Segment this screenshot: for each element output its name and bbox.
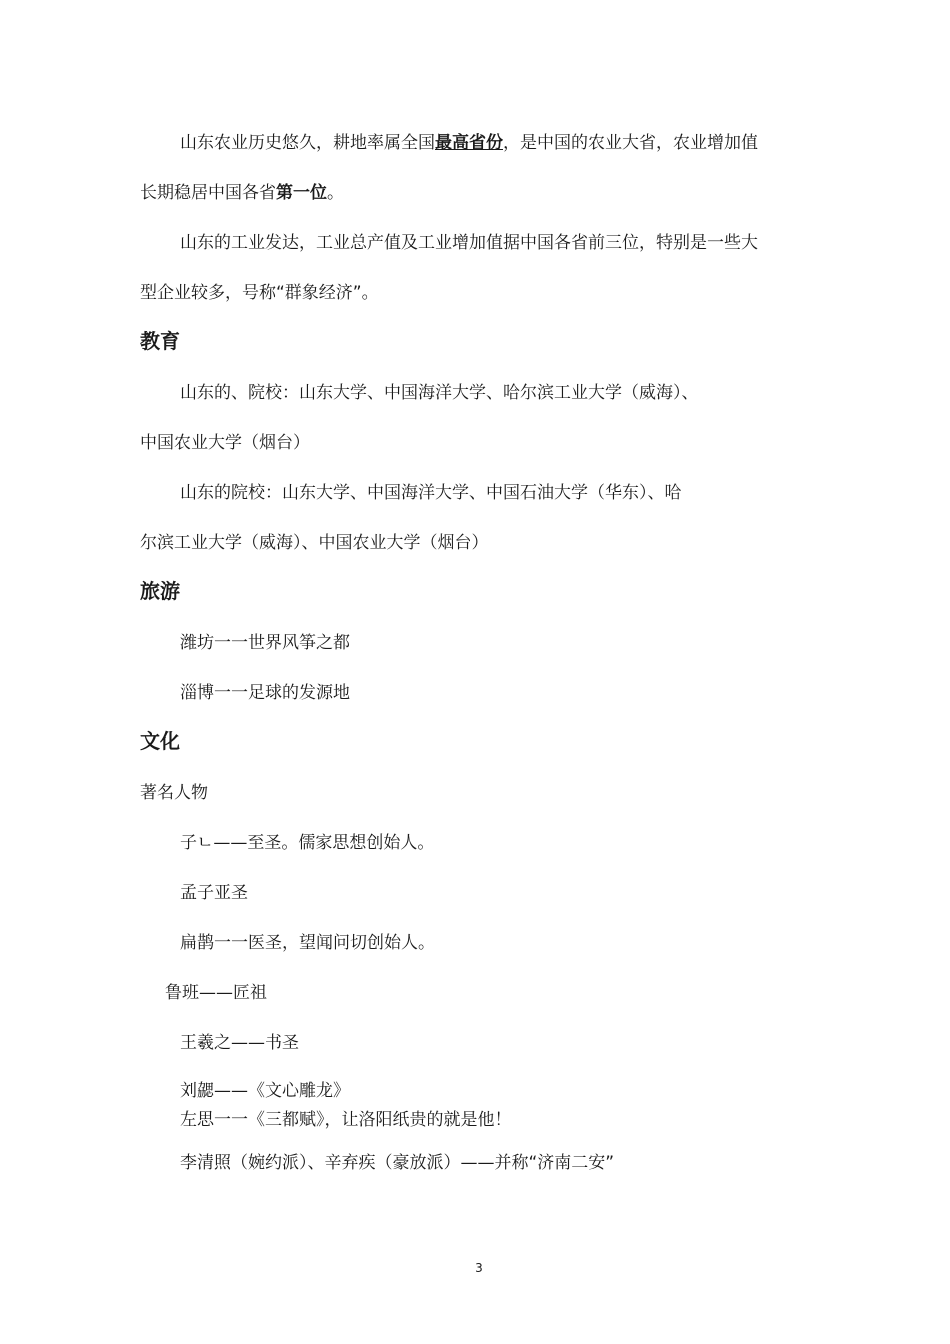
person-item: 王羲之——书圣 [180,1033,299,1053]
education-paragraph-2-line-2: 尔滨工业大学（威海）、中国农业大学（烟台） [140,533,489,553]
page-number: 3 [475,1261,483,1275]
industry-paragraph-line-2: 型企业较多，号称“群象经济”。 [140,283,379,303]
emphasis-text: 最高省份 [435,133,503,153]
tourism-item-zibo: 淄博一一足球的发源地 [180,683,350,703]
section-heading-tourism: 旅游 [140,579,180,603]
education-paragraph-1-line-2: 中国农业大学（烟台） [140,433,310,453]
person-item: 刘勰——《文心雕龙》 [180,1081,350,1101]
person-item: 子ㄴ——至圣。儒家思想创始人。 [180,833,435,853]
agriculture-paragraph-line-1 [180,131,758,155]
person-item: 李清照（婉约派）、辛弃疾（豪放派）——并称“济南二安” [180,1153,615,1173]
text-run: ，是中国的农业大省，农业增加值 [503,133,758,153]
agriculture-paragraph-line-2 [140,181,344,205]
person-item: 鲁班——匠祖 [165,983,267,1003]
person-item: 孟子亚圣 [180,883,248,903]
tourism-item-weifang: 潍坊一一世界风筝之都 [180,633,350,653]
text-run: 山东农业历史悠久，耕地率属全国 [180,133,435,153]
education-paragraph-2-line-1: 山东的院校：山东大学、中国海洋大学、中国石油大学（华东）、哈 [180,483,682,503]
emphasis-text: 第一位 [276,183,327,203]
person-item: 扁鹊一一医圣，望闻问切创始人。 [180,933,435,953]
industry-paragraph-line-1: 山东的工业发达，工业总产值及工业增加值据中国各省前三位，特别是一些大 [180,233,758,253]
section-heading-culture: 文化 [140,729,180,753]
education-paragraph-1-line-1: 山东的、院校：山东大学、中国海洋大学、哈尔滨工业大学（威海）、 [180,383,699,403]
text-run: 长期稳居中国各省 [140,183,276,203]
text-run: 。 [327,183,344,203]
section-heading-education: 教育 [140,329,180,353]
person-item: 左思一一《三都赋》，让洛阳纸贵的就是他！ [180,1110,512,1130]
famous-people-subheading: 著名人物 [140,783,208,803]
